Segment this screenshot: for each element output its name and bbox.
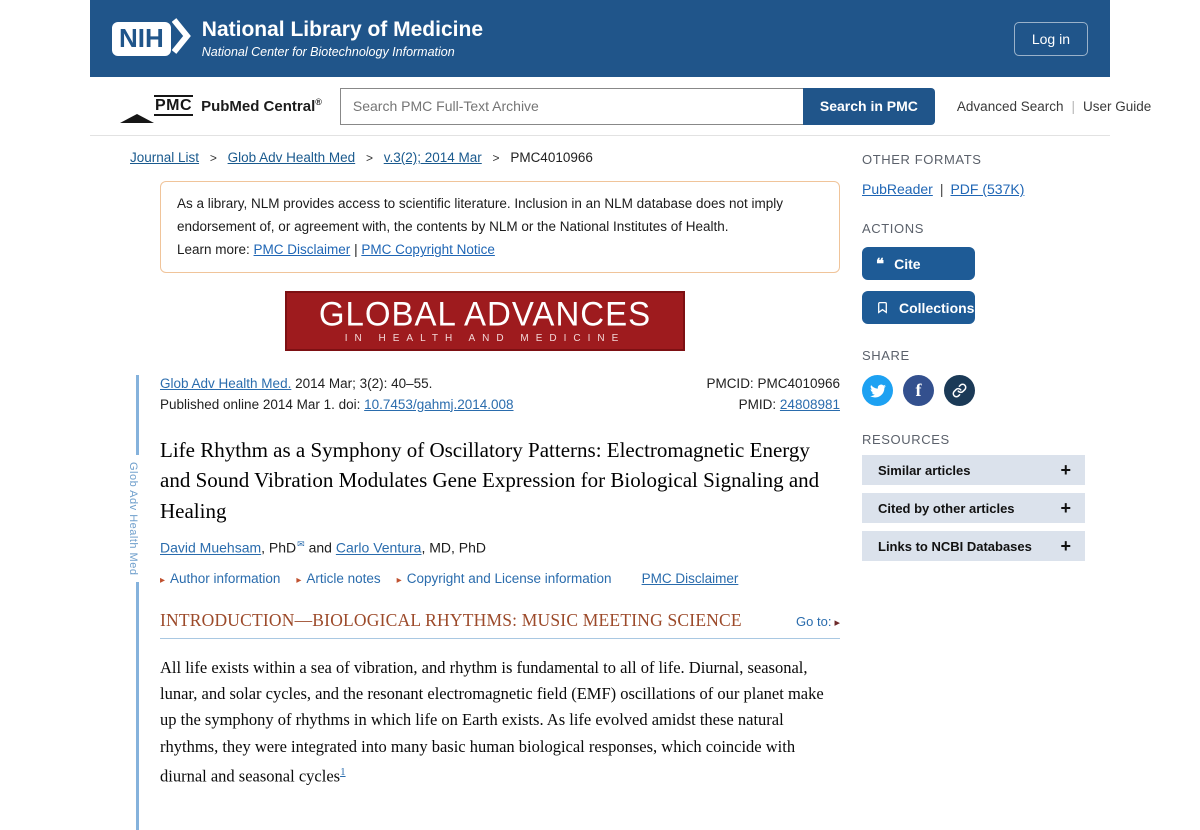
- search-links: [957, 99, 1151, 114]
- search-input[interactable]: [340, 88, 803, 125]
- links-divider: |: [1071, 98, 1076, 114]
- expander-arrow-icon: ▸: [296, 574, 302, 586]
- collections-button[interactable]: Collections: [862, 291, 975, 324]
- bookmark-icon: [876, 300, 889, 315]
- article-title: Life Rhythm as a Symphony of Oscillatory Patterns: Electromagnetic Energy and Sound Vibration Modulates Gene Expression for Biological Signaling and Healing: [160, 437, 820, 523]
- breadcrumb-journal[interactable]: Glob Adv Health Med: [227, 150, 356, 165]
- journal-banner[interactable]: [285, 291, 685, 351]
- citation-journal-link[interactable]: Glob Adv Health Med.: [160, 375, 292, 391]
- login-button[interactable]: Log in: [1014, 22, 1088, 56]
- pmc-logo-text: PMC: [155, 97, 193, 114]
- article-notes-toggle[interactable]: ▸ Article notes: [296, 570, 381, 586]
- doi-link[interactable]: 10.7453/gahmj.2014.008: [364, 396, 514, 412]
- breadcrumb-separator: >: [209, 151, 217, 165]
- nlm-header: [90, 0, 1110, 77]
- go-to-arrow-icon: ▸: [834, 616, 840, 629]
- share-heading: SHARE: [862, 348, 910, 363]
- article-meta-row: [160, 571, 840, 586]
- citation-row-1: [160, 373, 840, 394]
- disclaimer-separator: |: [350, 242, 362, 258]
- pmc-copyright-link[interactable]: PMC Copyright Notice: [361, 242, 495, 258]
- pdf-link[interactable]: PDF (537K): [950, 181, 1025, 197]
- plus-icon: +: [1060, 536, 1071, 556]
- nlm-title: National Library of Medicine: [201, 18, 483, 42]
- published-online: Published online 2014 Mar 1. doi:: [160, 396, 365, 412]
- learn-more-label: Learn more:: [177, 242, 254, 258]
- plus-icon: +: [1060, 498, 1071, 518]
- author-2-link[interactable]: Carlo Ventura: [335, 539, 422, 556]
- search-in-pmc-button[interactable]: Search in PMC: [803, 88, 935, 125]
- journal-banner-subtitle: IN HEALTH AND MEDICINE: [344, 333, 626, 345]
- author-line: David Muehsam, PhD✉ and Carlo Ventura, MD, PhD: [160, 538, 487, 556]
- section-heading: INTRODUCTION—BIOLOGICAL RHYTHMS: MUSIC MEETING SCIENCE: [160, 609, 742, 630]
- pmid-link[interactable]: 24808981: [779, 396, 840, 412]
- intro-paragraph: All life exists within a sea of vibration, and rhythm is fundamental to all of life. Diurnal, seasonal, lunar, and solar cycles, and the resonant electromagnetic field (EMF) oscillations of our planet make up the symphony of rhythms in which life on Earth exists. As life evolved amidst these natural rhythms, they were integrated into many basic human biological responses, which coincide with diurnal and seasonal cycles$^1$: [160, 657, 824, 786]
- pmc-disclaimer-link[interactable]: PMC Disclaimer: [253, 242, 351, 258]
- citation-issue: 2014 Mar; 3(2): 40–55.: [291, 375, 433, 391]
- breadcrumb-issue[interactable]: v.3(2); 2014 Mar: [383, 150, 482, 165]
- breadcrumb-journal-list[interactable]: Journal List: [130, 150, 200, 165]
- author-1-link[interactable]: David Muehsam: [160, 539, 262, 556]
- plus-icon: +: [1060, 460, 1071, 480]
- format-links-divider: |: [939, 181, 944, 197]
- cite-button[interactable]: ❝ Cite: [862, 247, 975, 280]
- nih-chevron-icon: [172, 18, 192, 59]
- expander-arrow-icon: ▸: [396, 574, 402, 586]
- journal-rail-label: Glob Adv Health Med: [127, 455, 139, 582]
- expander-arrow-icon: ▸: [160, 574, 166, 586]
- breadcrumb-separator: >: [365, 151, 373, 165]
- nlm-branding[interactable]: [202, 18, 483, 58]
- go-to-link[interactable]: Go to: ▸: [796, 613, 840, 629]
- breadcrumb: [130, 150, 840, 165]
- disclaimer-text: As a library, NLM provides access to scientific literature. Inclusion in an NLM database does not imply endorsement of, or agreement with, the contents by NLM or the National Institutes of Health.: [177, 196, 784, 235]
- copyright-license-toggle[interactable]: ▸ Copyright and License information: [396, 570, 612, 586]
- similar-articles-bar[interactable]: Similar articles +: [862, 455, 1085, 485]
- breadcrumb-current: PMC4010966: [510, 150, 593, 165]
- pmc-disclaimer-inline-link[interactable]: PMC Disclaimer: [641, 570, 739, 586]
- user-guide-link[interactable]: User Guide: [1083, 98, 1152, 114]
- cited-by-bar[interactable]: Cited by other articles +: [862, 493, 1085, 523]
- breadcrumb-separator: >: [492, 151, 500, 165]
- nih-logo[interactable]: NIH: [112, 22, 171, 56]
- article-body: [127, 373, 840, 790]
- nlm-disclaimer-box: [160, 181, 840, 273]
- author-information-toggle[interactable]: ▸ Author information: [160, 570, 281, 586]
- other-formats-heading: OTHER FORMATS: [862, 152, 982, 167]
- corresponding-author-icon[interactable]: ✉: [297, 538, 305, 549]
- format-links: [862, 181, 1085, 197]
- quote-icon: ❝: [876, 255, 885, 273]
- permalink-share-icon[interactable]: [944, 375, 975, 406]
- journal-rail-line: [136, 375, 139, 830]
- facebook-share-icon[interactable]: f: [903, 375, 934, 406]
- actions-heading: ACTIONS: [862, 221, 924, 236]
- page-shell: [90, 0, 1152, 790]
- resources-heading: RESOURCES: [862, 432, 950, 447]
- share-buttons: [862, 375, 1085, 406]
- introduction-section-header: [160, 610, 840, 639]
- reference-1-link[interactable]: 1: [340, 766, 346, 779]
- pmc-search-band: [90, 77, 1152, 136]
- journal-banner-title: GLOBAL ADVANCES: [318, 294, 652, 334]
- pubmed-central-brand: PubMed Central®: [201, 97, 322, 115]
- pmid-label: PMID:: [738, 396, 780, 412]
- pmcid-value: PMCID: PMC4010966: [706, 375, 840, 391]
- citation-row-2: [160, 394, 840, 415]
- advanced-search-link[interactable]: Advanced Search: [956, 98, 1064, 114]
- pubreader-link[interactable]: PubReader: [862, 181, 933, 197]
- twitter-share-icon[interactable]: [862, 375, 893, 406]
- nlm-subtitle: National Center for Biotechnology Information: [201, 44, 455, 59]
- ncbi-links-bar[interactable]: Links to NCBI Databases +: [862, 531, 1085, 561]
- pmc-roof-icon: [120, 97, 154, 123]
- pmc-logo[interactable]: [120, 96, 193, 116]
